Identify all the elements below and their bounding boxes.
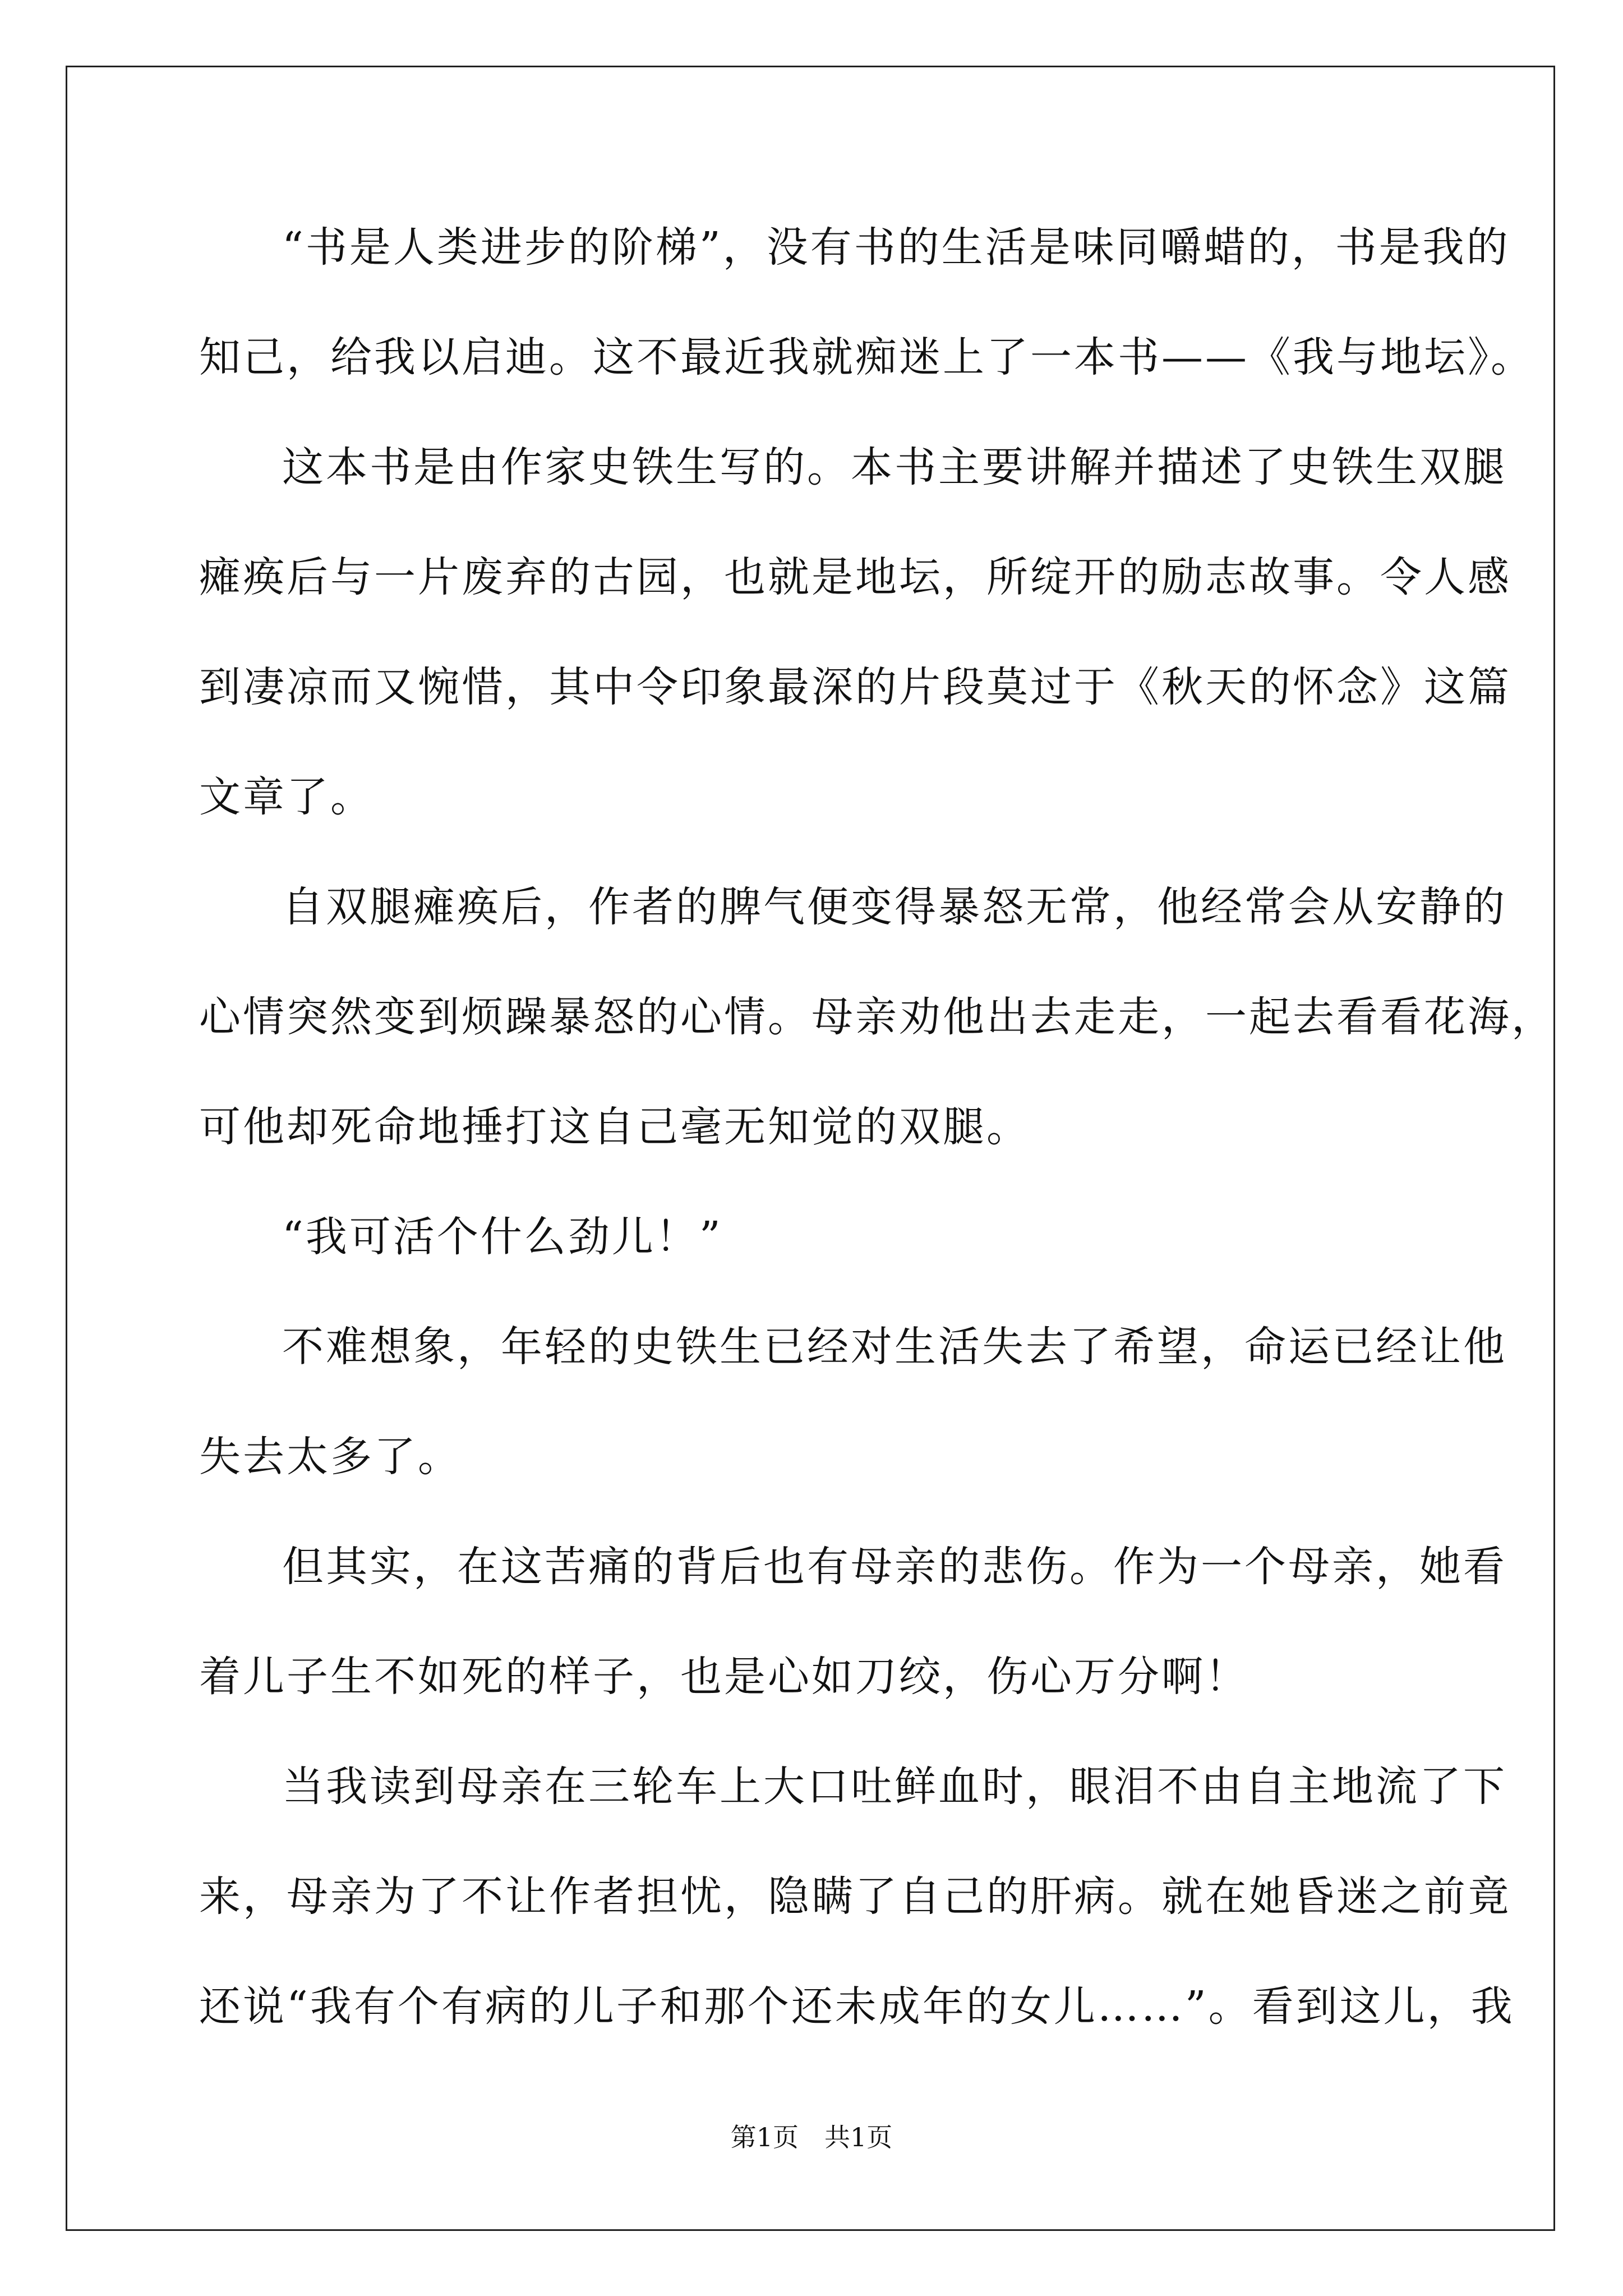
text-line: 这本书是由作家史铁生写的。本书主要讲解并描述了史铁生双腿 bbox=[282, 443, 1507, 491]
text-line: 当我读到母亲在三轮车上大口吐鲜血时，眼泪不由自主地流了下 bbox=[282, 1763, 1507, 1811]
text-line: 但其实，在这苦痛的背后也有母亲的悲伤。作为一个母亲，她看 bbox=[282, 1543, 1507, 1591]
page-footer: 第1页 共1页 bbox=[730, 2122, 893, 2152]
text-line: 文章了。 bbox=[199, 773, 374, 821]
text-line: 着儿子生不如死的样子，也是心如刀绞，伤心万分啊！ bbox=[199, 1653, 1249, 1701]
text-line: 自双腿瘫痪后，作者的脾气便变得暴怒无常，他经常会从安静的 bbox=[282, 883, 1507, 931]
text-line: “书是人类进步的阶梯”，没有书的生活是味同嚼蜡的，书是我的 bbox=[282, 223, 1510, 272]
text-line: 瘫痪后与一片废弃的古园，也就是地坛，所绽开的励志故事。令人感 bbox=[199, 553, 1511, 601]
text-line: 不难想象，年轻的史铁生已经对生活失去了希望，命运已经让他 bbox=[282, 1323, 1507, 1371]
text-line: “我可活个什么劲儿！” bbox=[282, 1213, 723, 1261]
text-line: 还说“我有个有病的儿子和那个还未成年的女儿……”。看到这儿，我 bbox=[199, 1982, 1515, 2031]
text-line: 到凄凉而又惋惜，其中令印象最深的片段莫过于《秋天的怀念》这篇 bbox=[199, 663, 1511, 711]
text-line: 心情突然变到烦躁暴怒的心情。母亲劝他出去走走，一起去看看花海， bbox=[199, 993, 1555, 1041]
text-line: 失去太多了。 bbox=[199, 1433, 462, 1481]
text-line: 知己，给我以启迪。这不最近我就痴迷上了一本书——《我与地坛》。 bbox=[199, 333, 1534, 381]
text-line: 可他却死命地捶打这自己毫无知觉的双腿。 bbox=[199, 1103, 1030, 1151]
text-line: 来，母亲为了不让作者担忧，隐瞒了自己的肝病。就在她昏迷之前竟 bbox=[199, 1872, 1511, 1921]
